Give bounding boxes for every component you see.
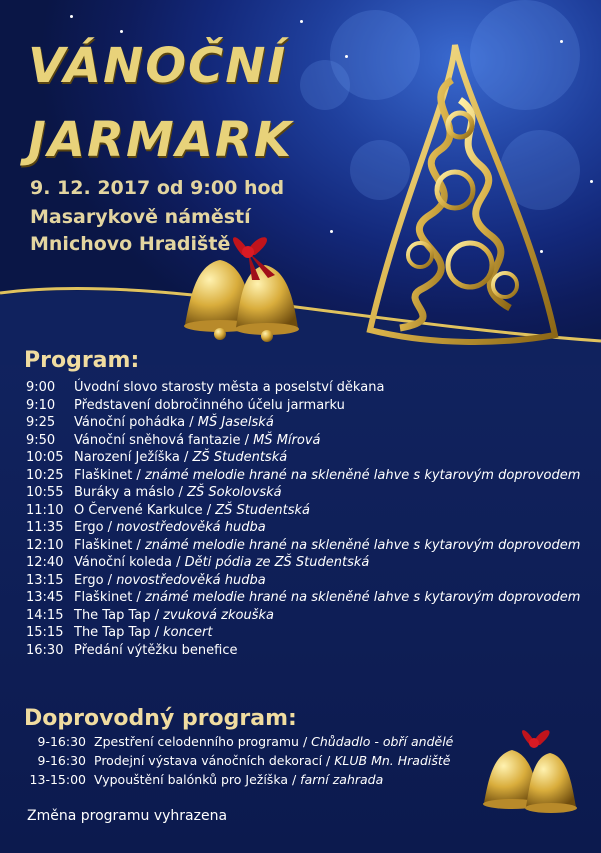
program-detail: Děti pódia ze ZŠ Studentská — [184, 555, 370, 570]
star — [345, 55, 348, 58]
program-detail: ZŠ Studentská — [215, 502, 310, 518]
program-text: Představení dobročinného účelu jarmarku — [74, 397, 345, 413]
program-text: Flaškinet / — [74, 590, 145, 605]
program-detail: ZŠ Studentská — [192, 450, 288, 465]
program-text: Předání výtěžku benefice — [74, 642, 238, 658]
program-text: The Tap Tap / — [74, 607, 164, 623]
program-time: 11:35 — [26, 520, 64, 535]
side-program-text: Prodejní výstava vánočních dekorací / — [94, 753, 335, 768]
program-time: 14:15 — [26, 607, 64, 623]
program-text: O Červené Karkulce / — [74, 502, 216, 518]
program-text: Ergo / — [74, 572, 117, 588]
side-program-row — [16, 734, 453, 749]
program-detail: novostředověká hudba — [116, 520, 266, 535]
program-detail: ZŠ Sokolovská — [187, 485, 282, 500]
program-text: Vánoční koleda / — [74, 555, 185, 570]
side-program-row — [16, 753, 450, 768]
place-line-2: Mnichovo Hradiště — [30, 233, 231, 255]
christmas-tree-icon — [360, 40, 560, 350]
bokeh-light — [300, 60, 350, 110]
star — [70, 15, 73, 18]
program-row — [26, 398, 345, 413]
program-detail: MŠ Mírová — [253, 432, 321, 448]
program-row — [26, 380, 384, 395]
program-row — [26, 468, 580, 483]
program-text: Vánoční pohádka / — [74, 415, 198, 430]
star — [120, 30, 123, 33]
side-program-row — [16, 772, 383, 787]
side-program-detail: KLUB Mn. Hradiště — [334, 753, 451, 768]
program-time: 12:40 — [26, 555, 64, 570]
star — [560, 40, 563, 43]
program-row — [26, 503, 310, 518]
program-text: Buráky a máslo / — [74, 485, 188, 500]
title-line-2: JARMARK — [28, 112, 294, 168]
title-line-1: VÁNOČNÍ — [28, 38, 288, 94]
program-text: Úvodní slovo starosty města a poselství děkana — [74, 380, 385, 395]
side-program-detail: farní zahrada — [300, 772, 384, 787]
program-row — [26, 625, 212, 640]
program-row — [26, 450, 287, 465]
program-detail: koncert — [163, 625, 213, 640]
star — [330, 230, 333, 233]
program-time: 10:05 — [26, 450, 64, 465]
program-row — [26, 573, 266, 588]
program-detail: známé melodie hrané na skleněné lahve s kytarovým doprovodem — [144, 467, 581, 483]
program-text: Ergo / — [74, 520, 117, 535]
side-program-detail: Chůdadlo - obří andělé — [311, 734, 454, 749]
program-time: 16:30 — [26, 642, 64, 658]
program-text: Flaškinet / — [74, 537, 145, 553]
program-time: 15:15 — [26, 625, 64, 640]
side-program-text: Vypouštění balónků pro Ježíška / — [94, 772, 301, 787]
side-program-time: 9-16:30 — [37, 753, 86, 768]
program-time: 10:55 — [26, 485, 64, 500]
program-row — [26, 485, 282, 500]
program-row — [26, 590, 580, 605]
program-row — [26, 608, 274, 623]
program-detail: zvuková zkouška — [163, 607, 274, 623]
program-text: Flaškinet / — [74, 467, 145, 483]
program-time: 13:45 — [26, 590, 64, 605]
program-row — [26, 538, 580, 553]
program-time: 12:10 — [26, 537, 64, 553]
program-detail: MŠ Jaselská — [197, 415, 274, 430]
side-program-heading: Doprovodný program: — [24, 706, 297, 731]
side-program-time: 9-16:30 — [37, 734, 86, 749]
program-detail: novostředověká hudba — [116, 572, 266, 588]
program-row — [26, 433, 320, 448]
bells-icon — [480, 725, 595, 825]
program-row — [26, 555, 369, 570]
program-text: Narození Ježíška / — [74, 450, 193, 465]
program-text: Vánoční sněhová fantazie / — [74, 432, 254, 448]
side-program-time: 13-15:00 — [29, 772, 86, 787]
program-time: 10:25 — [26, 467, 64, 483]
program-heading: Program: — [24, 348, 140, 373]
program-text: The Tap Tap / — [74, 625, 164, 640]
program-note: Změna programu vyhrazena — [27, 808, 228, 824]
date-line: 9. 12. 2017 od 9:00 hod — [30, 177, 285, 199]
program-row — [26, 643, 238, 658]
program-detail: známé melodie hrané na skleněné lahve s kytarovým doprovodem — [144, 590, 581, 605]
program-time: 9:00 — [26, 380, 56, 395]
program-time: 13:15 — [26, 572, 64, 588]
program-time: 9:50 — [26, 432, 56, 448]
side-program-text: Zpestření celodenního programu / — [94, 734, 312, 749]
star — [590, 180, 593, 183]
place-line-1: Masarykově náměstí — [30, 206, 251, 228]
star — [300, 20, 303, 23]
program-time: 9:10 — [26, 397, 56, 413]
program-row — [26, 415, 274, 430]
program-detail: známé melodie hrané na skleněné lahve s kytarovým doprovodem — [144, 537, 581, 553]
program-time: 11:10 — [26, 502, 64, 518]
program-time: 9:25 — [26, 415, 56, 430]
program-row — [26, 520, 266, 535]
